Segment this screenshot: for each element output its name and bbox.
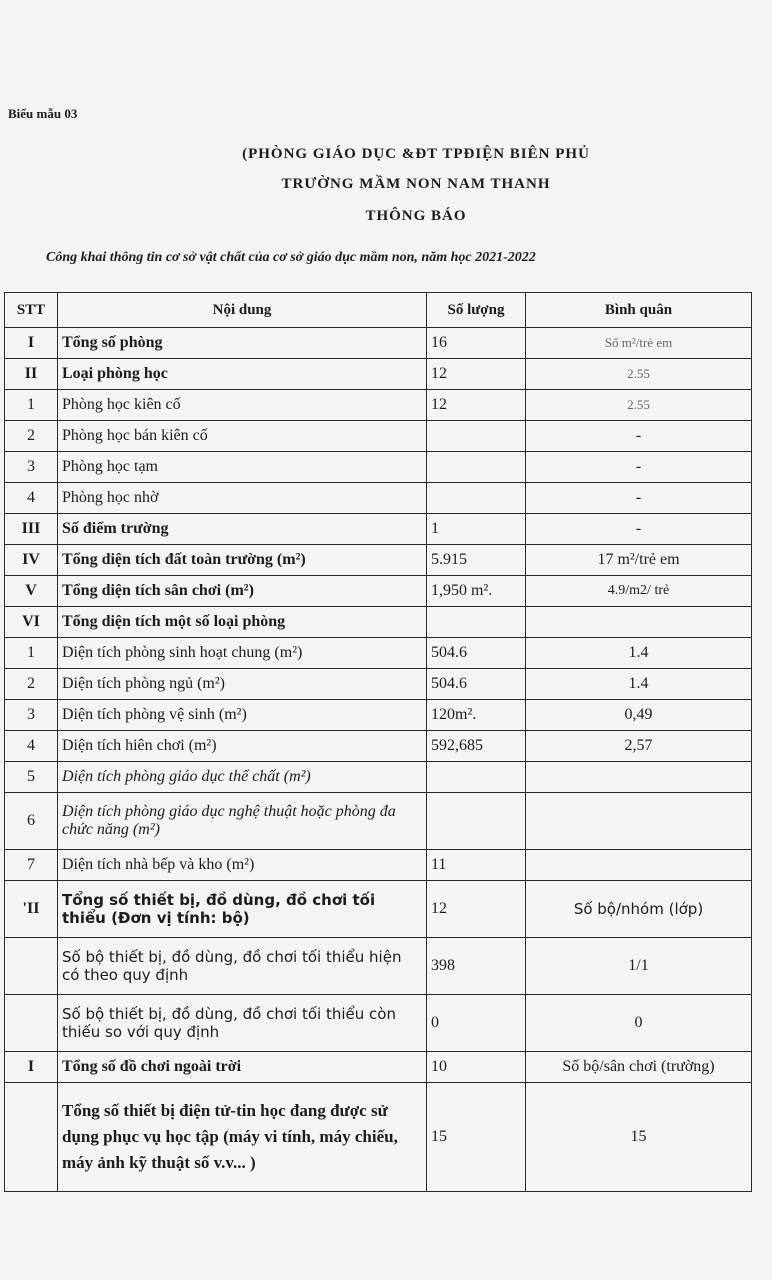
row-content: Số điểm trường	[58, 514, 427, 545]
row-content: Diện tích hiên chơi (m²)	[58, 731, 427, 762]
row-quantity: 1,950 m².	[427, 576, 526, 607]
table-row	[5, 938, 752, 995]
row-quantity	[427, 452, 526, 483]
table-row	[5, 576, 752, 607]
row-quantity	[427, 607, 526, 638]
row-stt: 'II	[5, 881, 58, 938]
row-stt: 1	[5, 638, 58, 669]
row-stt: 2	[5, 669, 58, 700]
row-content: Diện tích phòng giáo dục thể chất (m²)	[58, 762, 427, 793]
row-content: Phòng học bán kiên cố	[58, 421, 427, 452]
row-stt: 3	[5, 700, 58, 731]
notice-title: THÔNG BÁO	[365, 208, 467, 224]
school-name: TRƯỜNG MẦM NON NAM THANH	[281, 176, 551, 192]
row-stt: VI	[5, 607, 58, 638]
row-stt	[5, 995, 58, 1052]
row-quantity: 11	[427, 850, 526, 881]
table-row	[5, 390, 752, 421]
table-row	[5, 731, 752, 762]
document-subtitle: Công khai thông tin cơ sở vật chất của cơ sở giáo dục mầm non, năm học 2021-2022	[46, 250, 536, 265]
row-quantity: 398	[427, 938, 526, 995]
header-quantity: Số lượng	[427, 293, 526, 328]
table-row	[5, 1052, 752, 1083]
row-quantity: 12	[427, 881, 526, 938]
row-content: Diện tích phòng vệ sinh (m²)	[58, 700, 427, 731]
row-stt	[5, 938, 58, 995]
table-row	[5, 995, 752, 1052]
row-content: Tổng diện tích một số loại phòng	[58, 607, 427, 638]
facilities-table	[4, 292, 752, 1192]
row-average	[526, 607, 752, 638]
row-content: Tổng số đồ chơi ngoài trời	[58, 1052, 427, 1083]
row-quantity: 0	[427, 995, 526, 1052]
table-row	[5, 850, 752, 881]
row-stt: 4	[5, 483, 58, 514]
row-content: Số bộ thiết bị, đồ dùng, đồ chơi tối thiểu còn thiếu so với quy định	[58, 995, 427, 1052]
row-average: 17 m²/trẻ em	[526, 545, 752, 576]
row-average	[526, 850, 752, 881]
row-average: -	[526, 514, 752, 545]
row-quantity	[427, 421, 526, 452]
row-average: 2.55	[526, 359, 752, 390]
row-average: 1.4	[526, 669, 752, 700]
row-stt: 3	[5, 452, 58, 483]
row-stt: I	[5, 1052, 58, 1083]
table-row	[5, 421, 752, 452]
row-quantity: 120m².	[427, 700, 526, 731]
row-stt: 4	[5, 731, 58, 762]
row-stt: 5	[5, 762, 58, 793]
row-quantity: 1	[427, 514, 526, 545]
row-content: Phòng học kiên cố	[58, 390, 427, 421]
table-row	[5, 1083, 752, 1192]
row-content: Diện tích nhà bếp và kho (m²)	[58, 850, 427, 881]
table-header-row	[5, 293, 752, 328]
row-content: Phòng học tạm	[58, 452, 427, 483]
row-average: 2.55	[526, 390, 752, 421]
table-row	[5, 638, 752, 669]
table-row	[5, 514, 752, 545]
row-average	[526, 762, 752, 793]
row-average: 0,49	[526, 700, 752, 731]
row-quantity: 592,685	[427, 731, 526, 762]
row-stt: 2	[5, 421, 58, 452]
header-average: Bình quân	[526, 293, 752, 328]
table-row	[5, 452, 752, 483]
row-average: -	[526, 452, 752, 483]
row-average: Số bộ/sân chơi (trường)	[526, 1052, 752, 1083]
form-label: Biểu mẫu 03	[8, 106, 78, 121]
row-content: Diện tích phòng sinh hoạt chung (m²)	[58, 638, 427, 669]
row-quantity: 504.6	[427, 638, 526, 669]
table-row	[5, 881, 752, 938]
row-quantity: 16	[427, 328, 526, 359]
row-average: 4.9/m2/ trẻ	[526, 576, 752, 607]
row-quantity	[427, 793, 526, 850]
row-stt: II	[5, 359, 58, 390]
row-content: Diện tích phòng giáo dục nghệ thuật hoặc phòng đa chức năng (m²)	[58, 793, 427, 850]
row-average	[526, 793, 752, 850]
header-content: Nội dung	[58, 293, 427, 328]
table-row	[5, 545, 752, 576]
row-stt: I	[5, 328, 58, 359]
row-stt: III	[5, 514, 58, 545]
row-stt: 7	[5, 850, 58, 881]
row-quantity: 5.915	[427, 545, 526, 576]
table-row	[5, 762, 752, 793]
table-row	[5, 700, 752, 731]
row-content: Tổng diện tích sân chơi (m²)	[58, 576, 427, 607]
row-content: Phòng học nhờ	[58, 483, 427, 514]
row-average: 15	[526, 1083, 752, 1192]
row-average: 1.4	[526, 638, 752, 669]
row-quantity: 10	[427, 1052, 526, 1083]
table-row	[5, 793, 752, 850]
row-content: Tổng số phòng	[58, 328, 427, 359]
row-stt	[5, 1083, 58, 1192]
department-header: (PHÒNG GIÁO DỤC &ĐT TPĐIỆN BIÊN PHỦ	[242, 146, 590, 162]
row-content: Diện tích phòng ngủ (m²)	[58, 669, 427, 700]
row-average: 2,57	[526, 731, 752, 762]
row-content: Loại phòng học	[58, 359, 427, 390]
row-average: 0	[526, 995, 752, 1052]
row-stt: IV	[5, 545, 58, 576]
table-row	[5, 607, 752, 638]
row-stt: 6	[5, 793, 58, 850]
row-content: Tổng diện tích đất toàn trường (m²)	[58, 545, 427, 576]
row-content: Tổng số thiết bị điện tử-tin học đang được sử dụng phục vụ học tập (máy vi tính, máy chiếu, máy ảnh kỹ thuật số v.v... )	[58, 1083, 427, 1192]
row-average: Số bộ/nhóm (lớp)	[526, 881, 752, 938]
row-stt: 1	[5, 390, 58, 421]
row-quantity: 15	[427, 1083, 526, 1192]
row-average: 1/1	[526, 938, 752, 995]
row-quantity: 504.6	[427, 669, 526, 700]
row-content: Số bộ thiết bị, đồ dùng, đồ chơi tối thiểu hiện có theo quy định	[58, 938, 427, 995]
row-quantity	[427, 483, 526, 514]
row-average: -	[526, 483, 752, 514]
table-row	[5, 483, 752, 514]
row-quantity: 12	[427, 359, 526, 390]
row-stt: V	[5, 576, 58, 607]
table-row	[5, 328, 752, 359]
row-content: Tổng số thiết bị, đồ dùng, đồ chơi tối thiểu (Đơn vị tính: bộ)	[58, 881, 427, 938]
table-row	[5, 359, 752, 390]
row-quantity	[427, 762, 526, 793]
row-average: Số m²/trẻ em	[526, 328, 752, 359]
row-quantity: 12	[427, 390, 526, 421]
header-stt: STT	[5, 293, 58, 328]
row-average: -	[526, 421, 752, 452]
table-row	[5, 669, 752, 700]
